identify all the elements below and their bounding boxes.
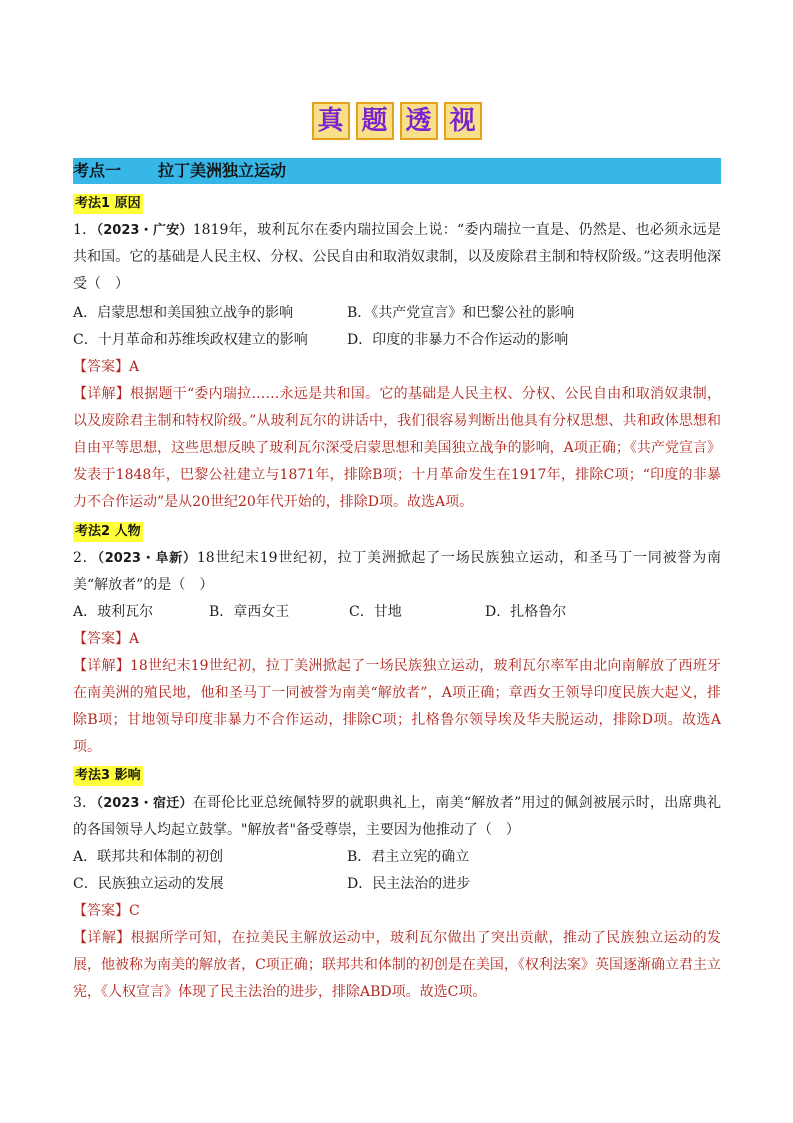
option-a: A．玻利瓦尔 <box>73 604 154 620</box>
section-header <box>73 158 721 184</box>
option-b: B．章西女王 <box>209 604 290 620</box>
question-number: 3． <box>73 795 97 811</box>
explanation: 【详解】根据所学可知，在拉美民主解放运动中，玻利瓦尔做出了突出贡献，推动了民族独立运动的发展，他被称为南美的解放者，C项正确；联邦共和体制的初创是在美国，《权利法案》英国逐渐确立君主立宪，《人权宣言》体现了民主法治的进步，排除ABD项。故选C项。 <box>73 930 721 1000</box>
answer: 【答案】A <box>73 631 140 647</box>
title-char: 视 <box>444 102 482 140</box>
option-a: A．联邦共和体制的初创 <box>73 849 224 865</box>
explanation: 【详解】18世纪末19世纪初，拉丁美洲掀起了一场民族独立运动，玻利瓦尔率军由北向南解放了西班牙在南美洲的殖民地，他和圣马丁一同被誉为南美“解放者”，A项正确；章西女王领导印度民族大起义，排除B项；甘地领导印度非暴力不合作运动，排除C项；扎格鲁尔领导埃及华夫脱运动，排除D项。故选A项。 <box>73 658 721 755</box>
option-d: D．扎格鲁尔 <box>485 604 567 620</box>
option-b: B．《共产党宣言》和巴黎公社的影响 <box>347 305 575 321</box>
question-text: 在哥伦比亚总统佩特罗的就职典礼上，南美“解放者”用过的佩剑被展示时，出席典礼的各国领导人均起立鼓掌。"解放者"备受尊崇，主要因为他推动了（ ） <box>73 795 721 838</box>
question-tag: 考法2 人物 <box>73 522 143 542</box>
explanation: 【详解】根据题干“委内瑞拉……永远是共和国。它的基础是人民主权、分权、公民自由和取消奴隶制，以及废除君主制和特权阶级。”从玻利瓦尔的讲话中，我们很容易判断出他具有分权思想、共和政体思想和自由平等思想，这些思想反映了玻利瓦尔深受启蒙思想和美国独立战争的影响，A项正确；《共产党宣言》发表于1848年，巴黎公社建立与1871年，排除B项；十月革命发生在1917年，排除C项；“印度的非暴力不合作运动”是从20世纪20年代开始的，排除D项。故选A项。 <box>73 386 721 510</box>
question-stem <box>73 790 721 844</box>
question-source: （2023・阜新） <box>97 551 197 566</box>
question-stem <box>73 545 721 599</box>
page-title <box>0 102 793 140</box>
question-tag: 考法3 影响 <box>73 766 143 786</box>
question-number: 2． <box>73 550 98 566</box>
option-d: D．印度的非暴力不合作运动的影响 <box>347 332 569 348</box>
answer: 【答案】A <box>73 359 140 375</box>
options-list <box>73 844 721 898</box>
section-number: 考点一 <box>73 161 122 180</box>
title-char: 题 <box>356 102 394 140</box>
option-a: A．启蒙思想和美国独立战争的影响 <box>73 305 294 321</box>
option-c: C．十月革命和苏维埃政权建立的影响 <box>73 332 308 348</box>
question-text: 1819年，玻利瓦尔在委内瑞拉国会上说：“委内瑞拉一直是、仍然是、也必须永远是共和国。它的基础是人民主权、分权、公民自由和取消奴隶制，以及废除君主制和特权阶级。”这表明他深受（ ） <box>73 222 721 292</box>
question-tag: 考法1 原因 <box>73 194 143 214</box>
title-char: 透 <box>400 102 438 140</box>
answer: 【答案】C <box>73 903 140 919</box>
question-stem <box>73 217 721 298</box>
title-char: 真 <box>312 102 350 140</box>
options-list <box>73 300 721 354</box>
question-source: （2023・广安） <box>96 223 193 238</box>
question-number: 1． <box>73 222 97 238</box>
options-list <box>73 599 721 626</box>
option-c: C．民族独立运动的发展 <box>73 876 224 892</box>
question-source: （2023・宿迁） <box>96 796 193 811</box>
option-b: B．君主立宪的确立 <box>347 849 470 865</box>
option-c: C．甘地 <box>349 604 402 620</box>
question-text: 18世纪末19世纪初，拉丁美洲掀起了一场民族独立运动，和圣马丁一同被誉为南美“解放者”的是（ ） <box>73 550 721 593</box>
section-title: 拉丁美洲独立运动 <box>158 161 287 180</box>
option-d: D．民主法治的进步 <box>347 876 471 892</box>
